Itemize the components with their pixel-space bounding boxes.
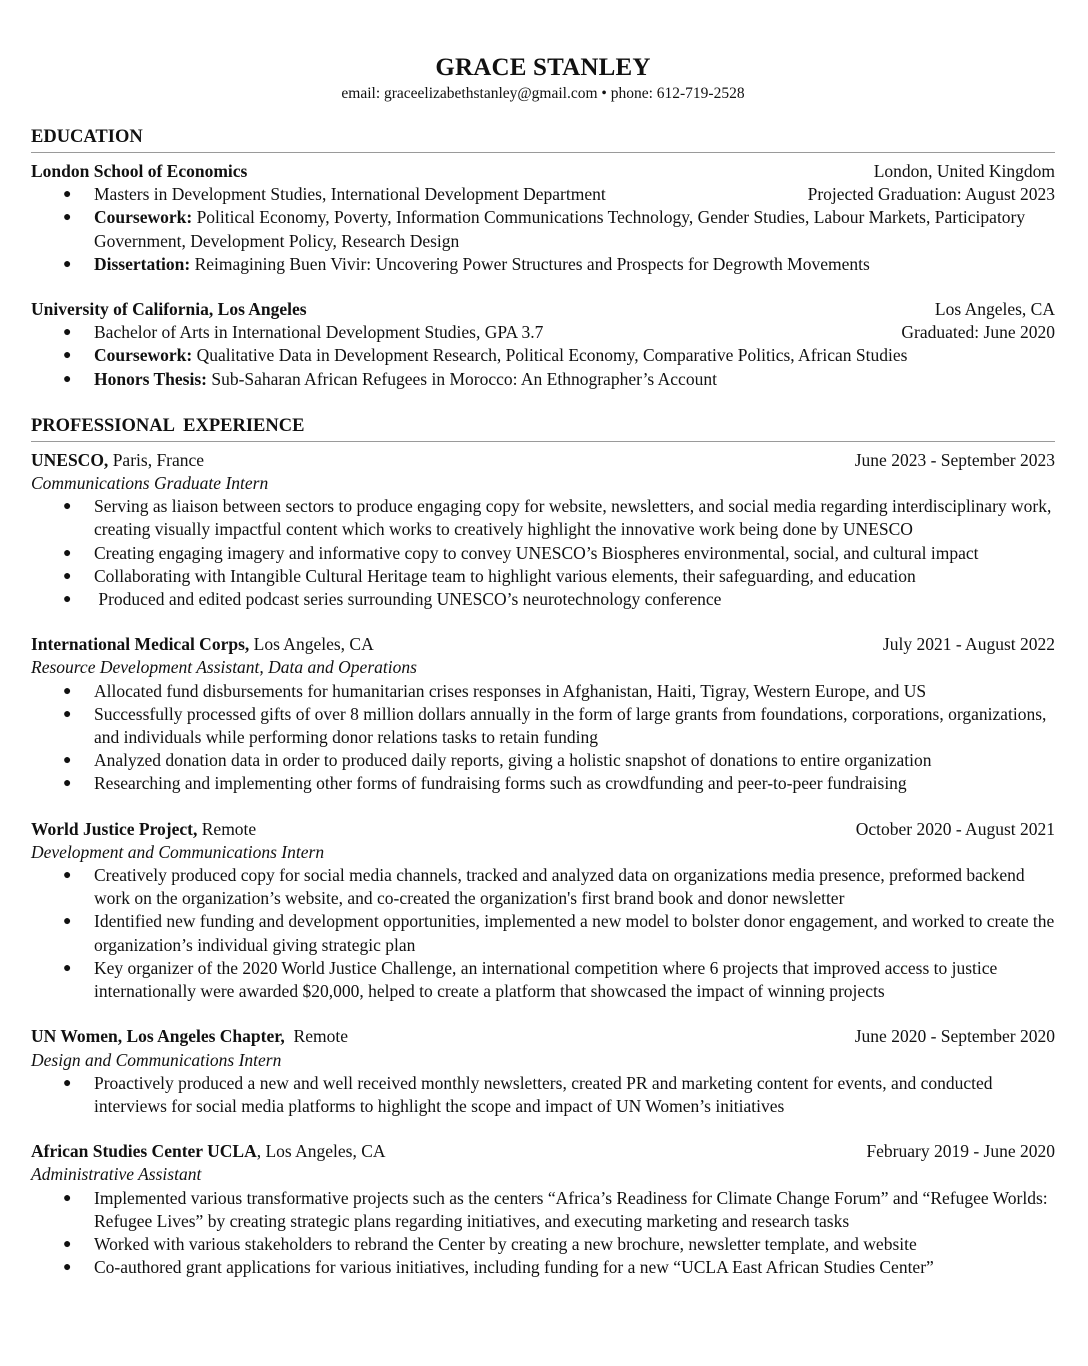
list-item [31,1072,1055,1118]
bullet-icon: ● [63,1260,72,1276]
job-location: Remote [284,1026,348,1047]
bullet-text: Proactively produced a new and well received monthly newsletters, created PR and marketing content for events, and conducted interviews for social media platforms to highlight the scope and impact of UN Women’s initiatives [94,1072,993,1116]
bullet-icon: ● [63,1190,72,1206]
organization-name: UN Women, Los Angeles Chapter, [31,1026,285,1047]
bullet-icon: ● [63,568,72,584]
school-name: London School of Economics [31,161,248,181]
bullet-icon: ● [63,499,72,515]
list-item [31,206,1055,252]
experience-list [31,449,1055,1280]
job-dates: July 2021 - August 2022 [882,634,1055,655]
degree: Masters in Development Studies, International Development Department [94,184,606,205]
organization-name: African Studies Center UCLA [31,1141,257,1162]
bullet-text: Co-authored grant applications for various initiatives, including funding for a new “UCLA East African Studies Center” [94,1257,934,1278]
thesis-label: Honors Thesis: [94,368,207,389]
thesis: Reimagining Buen Vivir: Uncovering Power Structures and Prospects for Degrowth Movements [190,253,870,274]
job-role: Communications Graduate Intern [31,473,269,494]
contact-line: email: graceelizabethstanley@gmail.com • phone: 612-719-2528 [341,85,745,102]
list-item [31,703,1055,749]
graduation-date: Projected Graduation: August 2023 [807,184,1055,205]
job-location: Los Angeles, CA [249,634,374,655]
experience-entry [31,449,1055,611]
job-location: Paris, France [108,449,205,470]
bullet-text: Collaborating with Intangible Cultural Heritage team to highlight various elements, their safeguarding, and education [94,565,916,586]
job-dates: June 2023 - September 2023 [854,449,1055,470]
list-item [31,542,1055,565]
bullet-text: Creatively produced copy for social media channels, tracked and analyzed data on organizations media presence, preformed backend work on the organization’s website, and co-created the organization's first brand book and donor newsletter [94,865,1025,909]
job-location: , Los Angeles, CA [256,1141,386,1162]
bullet-text: Key organizer of the 2020 World Justice Challenge, an international competition where 6 projects that improved access to justice internationally were awarded $20,000, helped to create a platform that showcased the impact of winning projects [94,957,998,1002]
bullet-icon: ● [63,1075,72,1091]
job-dates: February 2019 - June 2020 [866,1141,1055,1162]
experience-entry [31,633,1055,795]
bullet-text: Successfully processed gifts of over 8 million dollars annually in the form of large grants from foundations, corporations, organizations, and individuals while performing donor relations tasks to retain funding [94,703,1047,748]
education-entry-ucla [31,298,1055,391]
bullet-icon: ● [63,545,72,561]
list-item [31,957,1055,1003]
bullet-icon: ● [63,187,72,203]
bullet-icon: ● [63,914,72,930]
bullet-text: Worked with various stakeholders to rebrand the Center by creating a new brochure, newsletter template, and website [94,1233,917,1254]
coursework: Political Economy, Poverty, Information Communications Technology, Gender Studies, Labour Markets, Participatory Government, Development Policy, Research Design [94,207,1026,251]
organization-name: World Justice Project, [31,818,198,839]
bullet-text: Implemented various transformative projects such as the centers “Africa’s Readiness for Climate Change Forum” and “Refugee Worlds: Refugee Lives” by creating strategic plans regarding initiatives, and executing marketing and research tasks [94,1187,1048,1231]
bullet-text: Serving as liaison between sectors to produce engaging copy for website, newsletters, and social media regarding interdisciplinary work, creating visually impactful content which works to creatively highlight the innovative work being done by UNESCO [94,496,1052,540]
coursework-label: Coursework: [94,345,193,366]
bullet-text: Researching and implementing other forms of fundraising forms such as crowdfunding and peer-to-peer fundraising [94,773,907,794]
experience-entry [31,818,1055,1004]
school-name: University of California, Los Angeles [31,299,307,320]
bullet-text: Analyzed donation data in order to produced daily reports, giving a holistic snapshot of donations to entire organization [94,750,932,771]
section-title-experience: PROFESSIONAL EXPERIENCE [31,415,305,436]
bullet-icon: ● [63,868,72,884]
thesis-label: Dissertation: [94,253,191,274]
bullet-icon: ● [63,960,72,976]
list-item [31,1187,1055,1233]
bullet-text: Produced and edited podcast series surrounding UNESCO’s neurotechnology conference [94,589,722,610]
section-title-education: EDUCATION [31,127,143,147]
list-item [31,495,1055,541]
bullet-icon: ● [63,776,72,792]
coursework: Qualitative Data in Development Research, Political Economy, Comparative Politics, African Studies [192,345,908,366]
list-item [31,321,1055,344]
list-item [31,1256,1055,1279]
resume-page [31,52,1055,1279]
bullet-icon: ● [63,348,72,364]
bullet-text: Creating engaging imagery and informative copy to convey UNESCO’s Biospheres environmental, social, and cultural impact [94,542,979,563]
list-item [31,1233,1055,1256]
list-item [31,680,1055,703]
bullet-icon: ● [63,325,72,341]
bullet-icon: ● [63,371,72,387]
candidate-name: GRACE STANLEY [435,54,651,81]
bullet-text: Allocated fund disbursements for humanitarian crises responses in Afghanistan, Haiti, Tigray, Western Europe, and US [94,680,927,701]
list-item [31,253,1055,276]
bullet-icon: ● [63,706,72,722]
experience-entry [31,1025,1055,1118]
bullet-icon: ● [63,210,72,226]
bullet-icon: ● [63,683,72,699]
list-item [31,588,1055,611]
coursework-label: Coursework: [94,207,193,228]
education-list [31,160,1055,391]
bullet-icon: ● [63,256,72,272]
bullet-icon: ● [63,753,72,769]
graduation-date: Graduated: June 2020 [901,322,1055,343]
list-item [31,749,1055,772]
job-location: Remote [197,818,257,839]
experience-entry [31,1140,1055,1279]
job-role: Administrative Assistant [31,1164,202,1185]
job-role: Development and Communications Intern [31,841,325,862]
job-dates: June 2020 - September 2020 [854,1026,1055,1047]
organization-name: UNESCO, [31,449,109,470]
list-item [31,368,1055,391]
list-item [31,183,1055,206]
education-entry-lse [31,160,1055,276]
bullet-icon: ● [63,1236,72,1252]
list-item [31,772,1055,795]
degree: Bachelor of Arts in International Development Studies, GPA 3.7 [94,322,544,343]
list-item [31,864,1055,910]
list-item [31,565,1055,588]
bullet-icon: ● [63,592,72,608]
list-item [31,344,1055,367]
job-dates: October 2020 - August 2021 [855,818,1055,839]
section-divider [31,152,1055,153]
job-role: Resource Development Assistant, Data and Operations [31,657,417,678]
job-role: Design and Communications Intern [31,1049,282,1070]
section-divider [31,441,1055,442]
school-location: Los Angeles, CA [934,299,1055,320]
school-location: London, United Kingdom [873,161,1055,181]
organization-name: International Medical Corps, [31,634,250,655]
bullet-text: Identified new funding and development opportunities, implemented a new model to bolster donor engagement, and worked to create the organization’s individual giving strategic plan [94,911,1055,955]
thesis: Sub-Saharan African Refugees in Morocco: An Ethnographer’s Account [206,368,717,389]
list-item [31,910,1055,956]
